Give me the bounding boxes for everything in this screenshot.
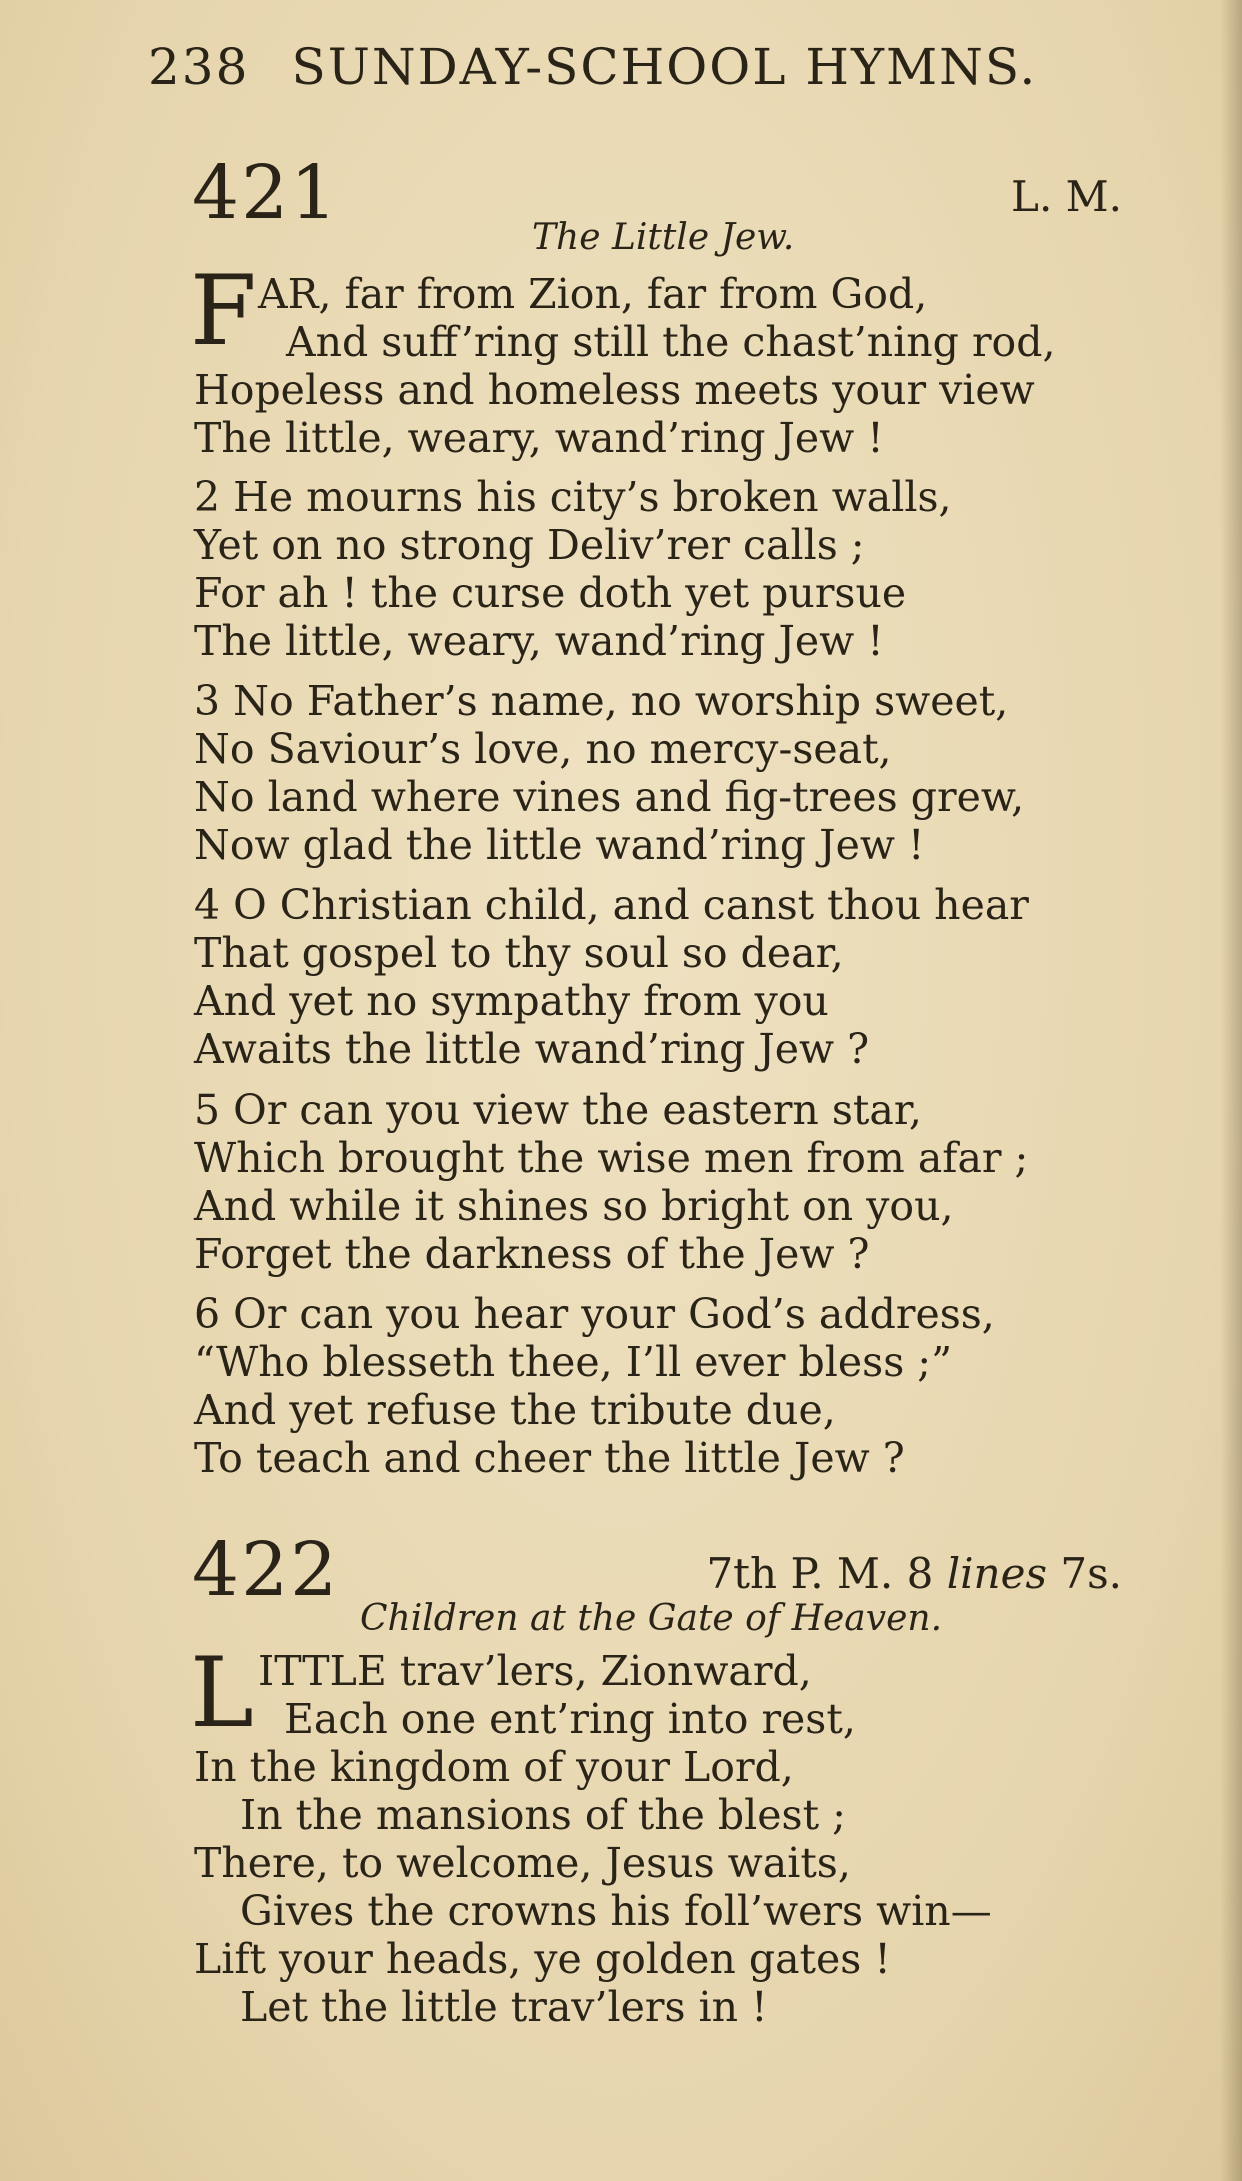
meter-prefix: 7th P. M. 8 xyxy=(706,1549,947,1598)
verse-line: Forget the darkness of the Jew ? xyxy=(194,1230,870,1278)
verse-line: And suff’ring still the chast’ning rod, xyxy=(286,318,1056,366)
verse-line: 4 O Christian child, and canst thou hear xyxy=(194,881,1029,929)
verse-line: 6 Or can you hear your God’s address, xyxy=(194,1290,995,1338)
running-head xyxy=(148,38,1048,96)
page-number: 238 xyxy=(148,38,250,96)
drop-cap: F xyxy=(190,255,257,367)
verse-line: The little, weary, wand’ring Jew ! xyxy=(194,414,884,462)
hymn-meter: L. M. xyxy=(1011,172,1122,221)
verse-line: In the kingdom of your Lord, xyxy=(194,1743,794,1791)
hymn-421-title: The Little Jew. xyxy=(532,217,795,258)
verse-line: Which brought the wise men from afar ; xyxy=(194,1134,1029,1182)
verse-line: AR, far from Zion, far from God, xyxy=(258,270,928,318)
verse-line: There, to welcome, Jesus waits, xyxy=(194,1839,851,1887)
verse-line: No Saviour’s love, no mercy-seat, xyxy=(194,725,892,773)
book-title: SUNDAY-SCHOOL HYMNS. xyxy=(291,38,1038,96)
drop-cap: L xyxy=(190,1637,254,1749)
verse-line: To teach and cheer the little Jew ? xyxy=(194,1434,905,1482)
verse-line: And yet refuse the tribute due, xyxy=(194,1386,836,1434)
verse-line: For ah ! the curse doth yet pursue xyxy=(194,569,907,617)
verse-line: That gospel to thy soul so dear, xyxy=(194,929,844,977)
verse-line: Hopeless and homeless meets your view xyxy=(194,366,1035,414)
verse-line: 3 No Father’s name, no worship sweet, xyxy=(194,677,1009,725)
verse-line: And while it shines so bright on you, xyxy=(194,1182,954,1230)
verse-line: “Who blesseth thee, I’ll ever bless ;” xyxy=(194,1338,953,1386)
verse-line: In the mansions of the blest ; xyxy=(240,1791,846,1839)
hymn-number: 422 xyxy=(192,1527,340,1613)
verse-line: Gives the crowns his foll’wers win— xyxy=(240,1887,992,1935)
verse-line: ITTLE trav’lers, Zionward, xyxy=(258,1647,812,1695)
verse-line: And yet no sympathy from you xyxy=(194,977,829,1025)
verse-line: Each one ent’ring into rest, xyxy=(284,1695,856,1743)
verse-line: Now glad the little wand’ring Jew ! xyxy=(194,821,925,869)
hymn-number: 421 xyxy=(192,150,340,236)
verse-line: Awaits the little wand’ring Jew ? xyxy=(194,1025,870,1073)
hymn-422-title: Children at the Gate of Heaven. xyxy=(360,1598,943,1639)
hymn-meter xyxy=(706,1549,1122,1598)
verse-line: Let the little trav’lers in ! xyxy=(240,1983,768,2031)
meter-suffix: 7s. xyxy=(1047,1549,1122,1598)
verse-line: No land where vines and fig-trees grew, xyxy=(194,773,1025,821)
verse-line: 2 He mourns his city’s broken walls, xyxy=(194,473,952,521)
verse-line: Yet on no strong Deliv’rer calls ; xyxy=(194,521,865,569)
meter-italic: lines xyxy=(946,1549,1048,1598)
page-edge-shadow xyxy=(1220,0,1242,2181)
verse-line: The little, weary, wand’ring Jew ! xyxy=(194,617,884,665)
verse-line: Lift your heads, ye golden gates ! xyxy=(194,1935,891,1983)
verse-line: 5 Or can you view the eastern star, xyxy=(194,1086,922,1134)
